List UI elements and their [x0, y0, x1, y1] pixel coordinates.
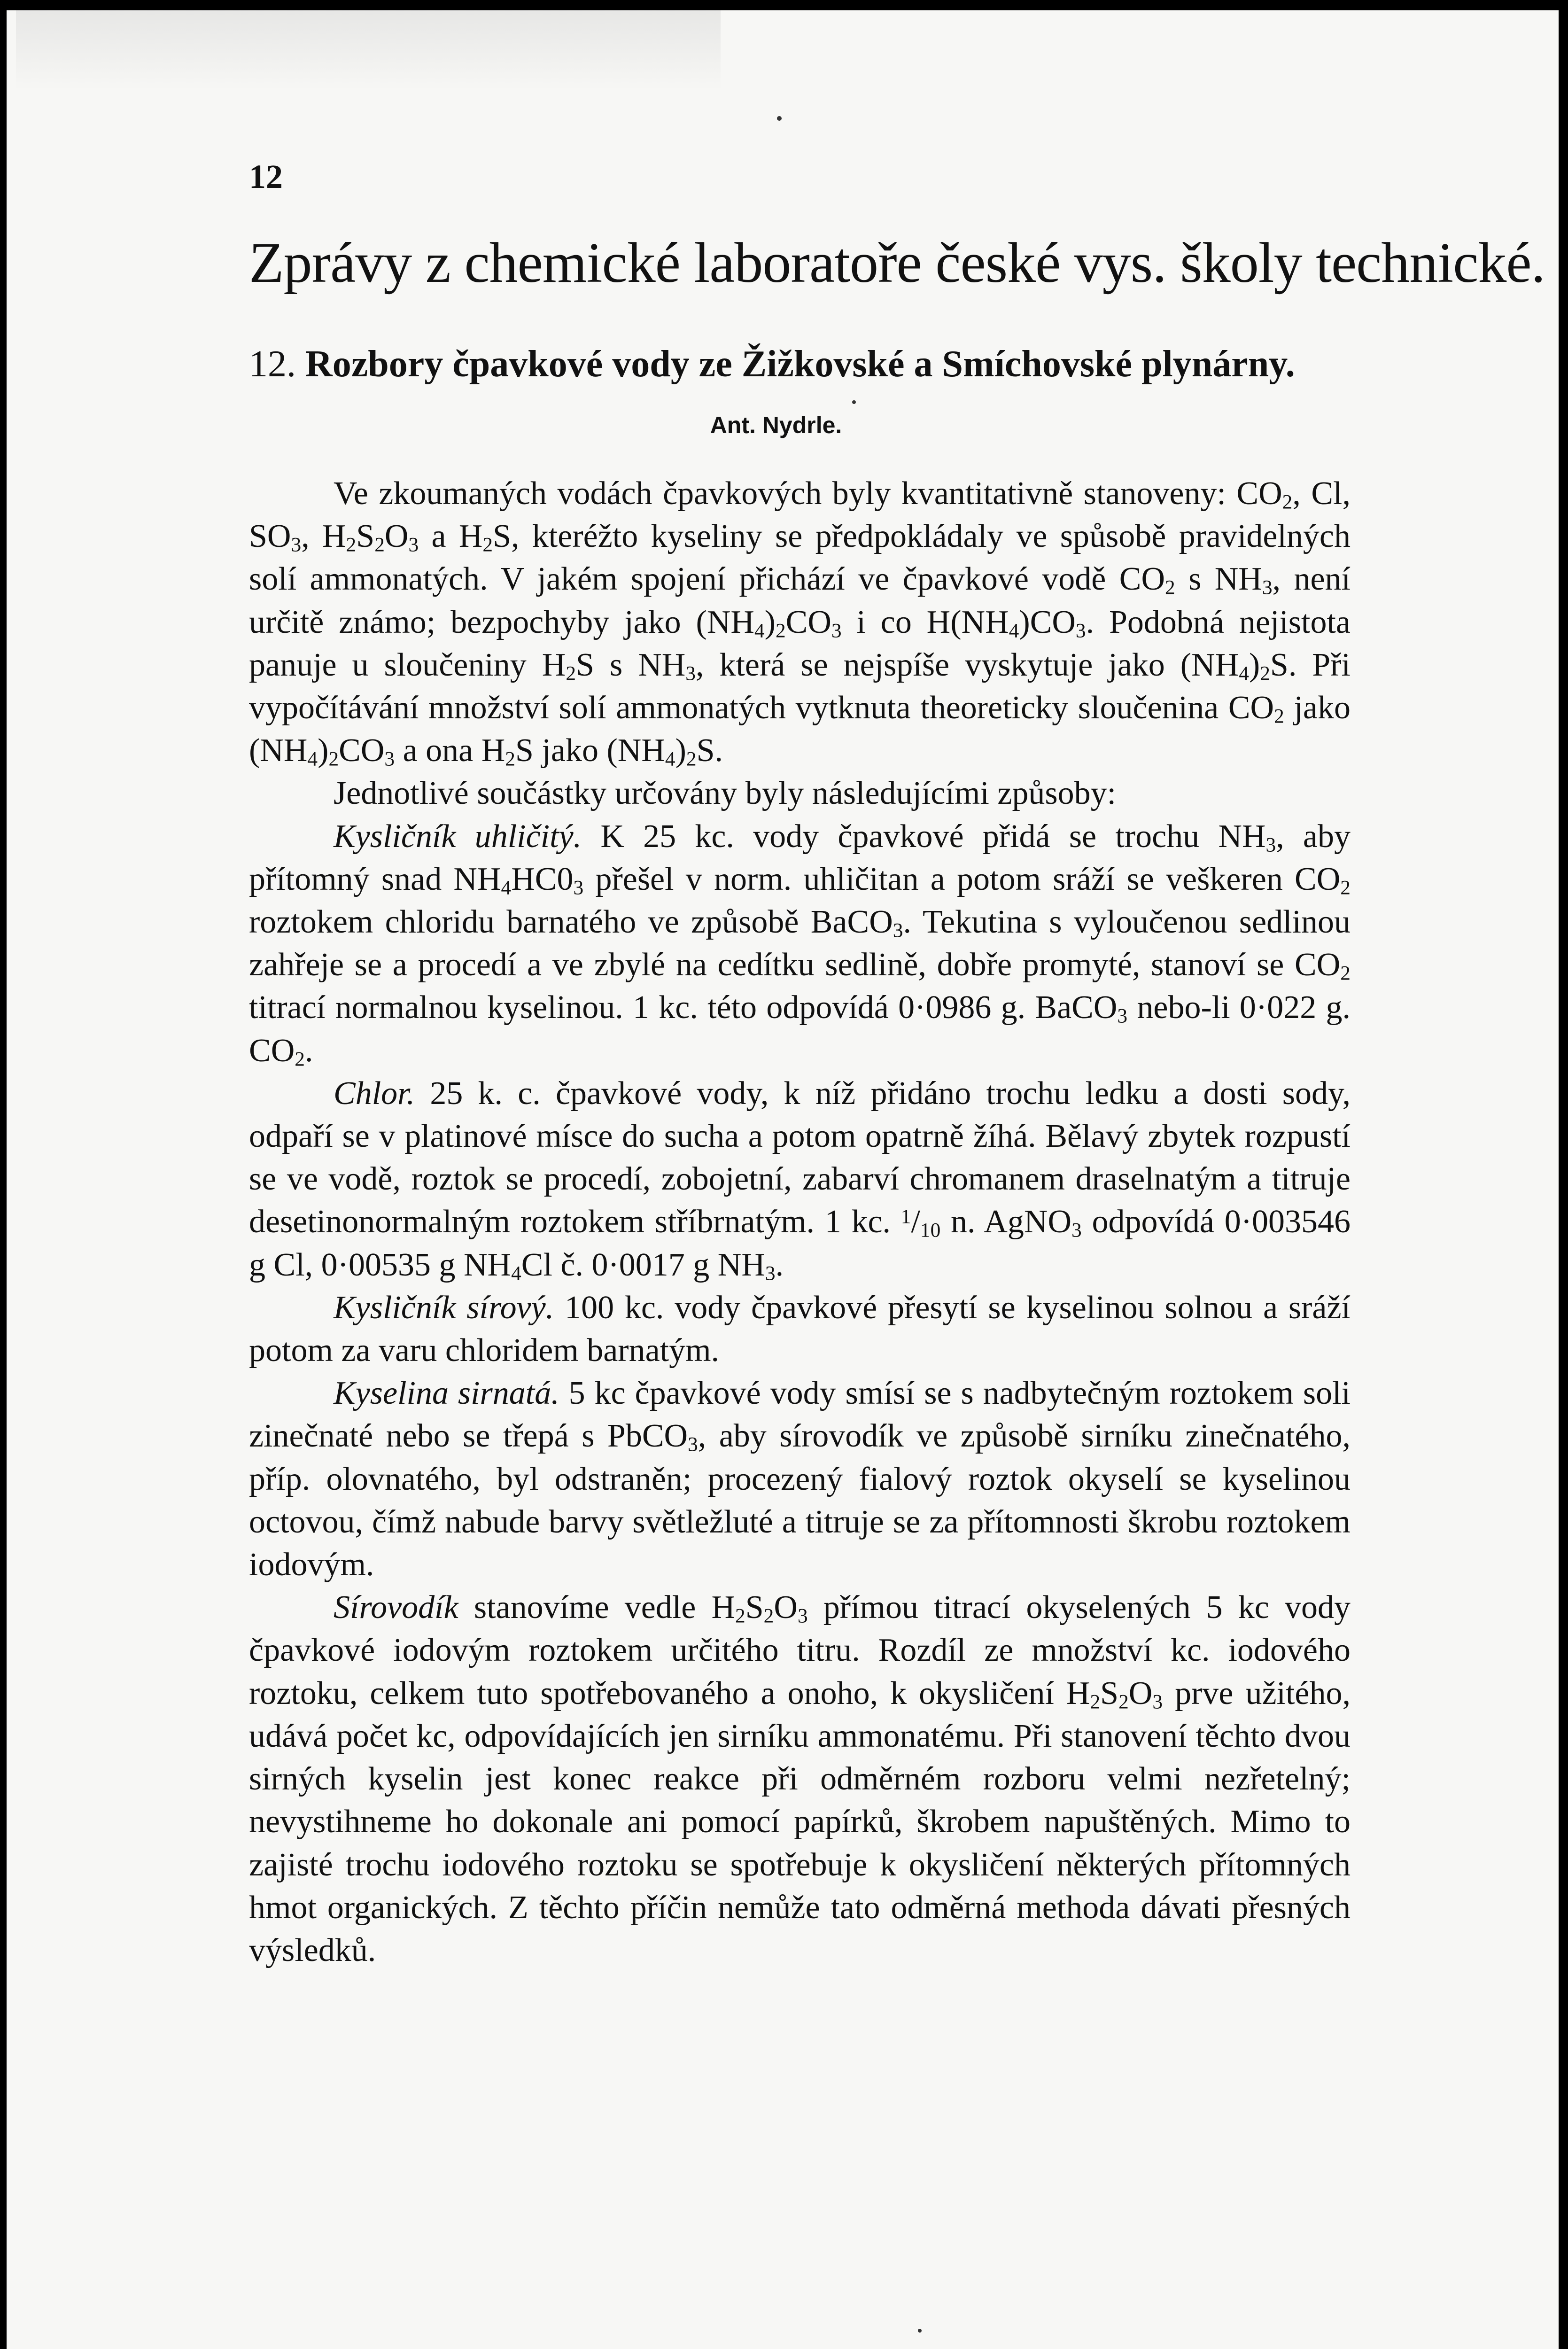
article-number: 12.: [249, 343, 296, 385]
article-author: Ant. Nydrle.: [710, 412, 842, 438]
term-h2s2o3: Kyselina sirnatá.: [334, 1375, 559, 1412]
term-co2: Kysličník uhličitý.: [334, 818, 582, 855]
paragraph-chlor: Chlor. 25 k. c. čpavkové vody, k níž přidáno trochu ledku a dosti sody, odpaří se v platinové mísce do sucha a potom opatrně žíhá. Bělavý zbytek rozpustí se ve vodě, roztok se procedí, zobojetní, zabarví chromanem draselnatým a titruje desetinonormalným roztokem stříbrnatým. 1 kc. $^1/_{10}$ n. AgNO$_3$ odpovídá 0·003546 g Cl, 0·00535 g $NH_4Cl$ č. 0·0017 g $NH_3$.: [249, 1075, 1351, 1285]
paragraph-h2s2o3: Kyselina sirnatá. 5 kc čpavkové vody smísí se s nadbytečným roztokem soli zinečnaté nebo se třepá s PbCO$_3$, aby sírovodík ve způsobě sirníku zinečnatého, příp. olovnatého, byl odstraněn; procezený fialový roztok okyselí se kyselinou octovou, čímž nabude barvy světležluté a titruje se za přítomnosti škrobu roztokem iodovým.: [249, 1375, 1351, 1583]
paragraph-co2: Kysličník uhličitý. K 25 kc. vody čpavkové přidá se trochu $NH_3$, aby přítomný snad $NH_4HC0_3$ přešel v norm. uhličitan a potom sráží se veškeren $CO_2$ roztokem chloridu barnatého ve způsobě BaCO$_3$. Tekutina s vyloučenou sedlinou zahřeje se a procedí a ve zbylé na cedítku sedlině, dobře promyté, stanoví se $CO_2$ titrací normalnou kyselinou. 1 kc. této odpovídá 0·0986 g. BaCO$_3$ nebo-li 0·022 g. $CO_2$.: [249, 818, 1351, 1071]
term-h2s: Sírovodík: [334, 1589, 458, 1626]
scan-border-left: [0, 0, 7, 2349]
term-so3: Kysličník sírový.: [334, 1289, 554, 1326]
article-title-text: Rozbory čpavkové vody ze Žižkovské a Smíchovské plynárny.: [305, 343, 1295, 385]
paragraph-methods-intro: Jednotlivé součástky určovány byly následujícími způsoby:: [334, 775, 1117, 812]
article-title: [249, 341, 1351, 388]
speck: [918, 2329, 922, 2333]
speck: [777, 116, 782, 121]
paragraph-h2s: Sírovodík stanovíme vedle $H_2S_2O_3$ přímou titrací okyselených 5 kc vody čpavkové iodovým roztokem určitého titru. Rozdíl ze množství kc. iodového roztoku, celkem tuto spotřebovaného a onoho, k okysličení $H_2S_2O_3$ prve užitého, udává počet kc, odpovídajících jen sirníku ammonatému. Při stanovení těchto dvou sirných kyselin jest konec reakce při odměrném rozboru velmi nezřetelný; nevystihneme ho dokonale ani pomocí papírků, škrobem napuštěných. Mimo to zajisté trochu iodového roztoku se spotřebuje k okysličení některých přítomných hmot organických. Z těchto příčin nemůže tato odměrná methoda dávati přesných výsledků.: [249, 1589, 1351, 1968]
page-number: 12: [249, 158, 283, 195]
paragraph-intro: Ve zkoumaných vodách čpavkových byly kvantitativně stanoveny: $CO_2$, Cl, $SO_3$, $H_2S_2O_3$ a $H_2S$, kteréžto kyseliny se předpokládaly ve spůsobě pravidelných solí ammonatých. V jakém spojení přichází ve čpavkové vodě $CO_2$ s $NH_3$, není určitě známo; bezpochyby jako $(NH_4)_2CO_3$ i co $H(NH_4)CO_3$. Podobná nejistota panuje u sloučeniny $H_2S$ s $NH_3$, která se nejspíše vyskytuje jako $(NH_4)_2S$. Při vypočítávání množství solí ammonatých vytknuta theoreticky sloučenina $CO_2$ jako $(NH_4)_2CO_3$ a ona $H_2S$ jako $(NH_4)_2S$.: [249, 475, 1351, 770]
scan-border-top: [0, 0, 1568, 10]
term-chlor: Chlor.: [334, 1075, 415, 1112]
scan-smudge: [16, 10, 721, 90]
speck: [852, 400, 856, 404]
paragraph-so3: Kysličník sírový. 100 kc. vody čpavkové přesytí se kyselinou solnou a sráží potom za varu chloridem barnatým.: [249, 1289, 1351, 1369]
article-body: [249, 472, 1351, 1972]
running-header: Zprávy z chemické laboratoře české vys. školy technické.: [249, 231, 1545, 295]
